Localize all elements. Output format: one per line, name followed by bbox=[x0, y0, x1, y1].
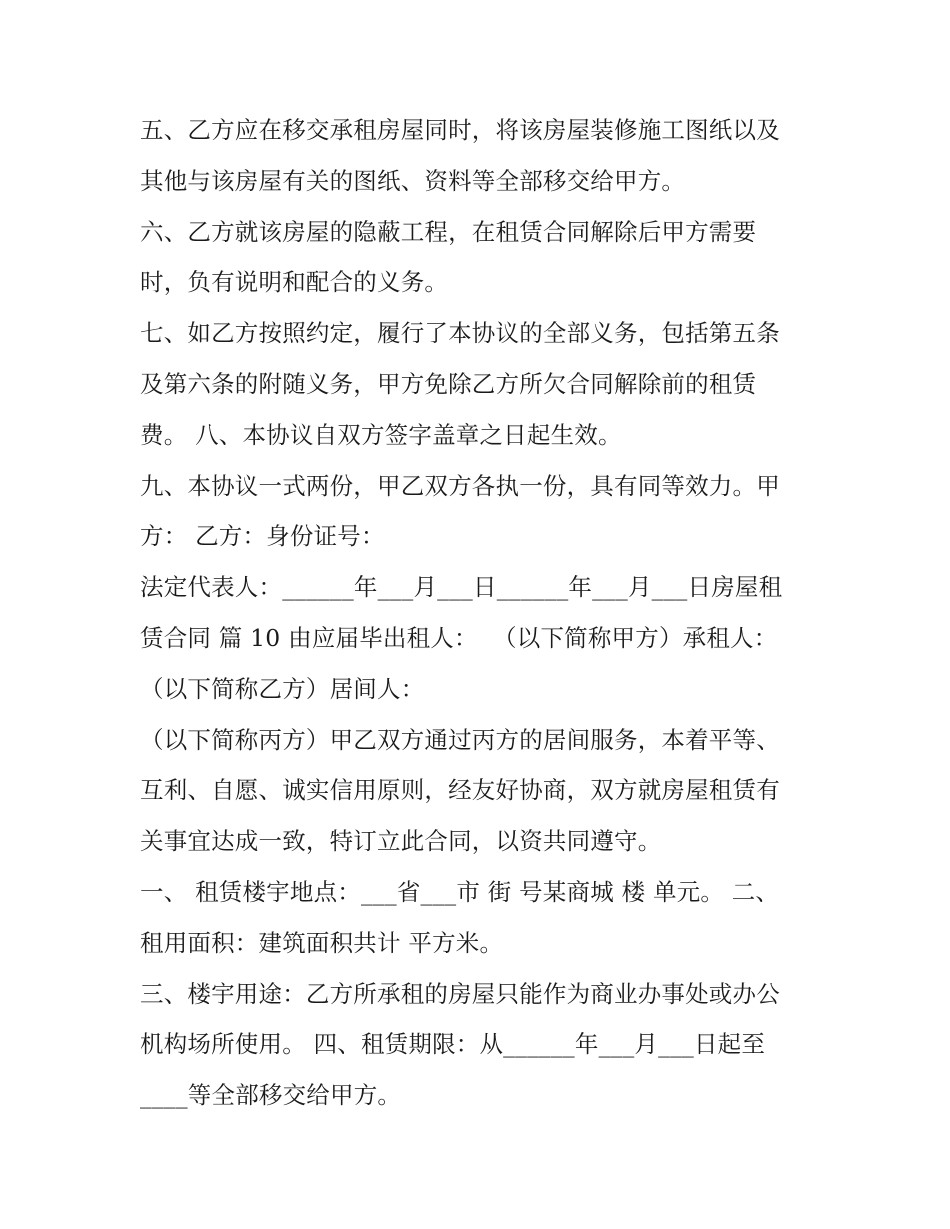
text-line: 关事宜达成一致，特订立此合同，以资共同遵守。 bbox=[140, 827, 662, 856]
text-line: ____等全部移交给甲方。 bbox=[140, 1081, 402, 1110]
text-line: 互利、自愿、诚实信用原则，经友好协商，双方就房屋租赁有 bbox=[140, 776, 780, 805]
text-line: 六、乙方就该房屋的隐蔽工程，在租赁合同解除后甲方需要 bbox=[140, 217, 757, 246]
text-line: 费。 八、本协议自双方签字盖章之日起生效。 bbox=[140, 420, 622, 449]
text-line: 九、本协议一式两份，甲乙双方各执一份，具有同等效力。甲 bbox=[140, 471, 780, 500]
text-line: 时，负有说明和配合的义务。 bbox=[140, 268, 449, 297]
text-line: 法定代表人：______年___月___日______年___月___日房屋租 bbox=[140, 573, 783, 602]
text-line: 其他与该房屋有关的图纸、资料等全部移交给甲方。 bbox=[140, 166, 686, 195]
text-line: （以下简称丙方）甲乙双方通过丙方的居间服务，本着平等、 bbox=[140, 725, 780, 754]
text-line: 五、乙方应在移交承租房屋同时，将该房屋装修施工图纸以及 bbox=[140, 116, 780, 144]
document-body bbox=[140, 105, 820, 1121]
text-line: 机构场所使用。 四、租赁期限：从______年___月___日起至 bbox=[140, 1030, 766, 1059]
text-line: 赁合同 篇 10 由应届毕出租人： （以下简称甲方）承租人： bbox=[140, 623, 778, 652]
text-line: 七、如乙方按照约定，履行了本协议的全部义务，包括第五条 bbox=[140, 319, 780, 348]
text-line: （以下简称乙方）居间人： bbox=[140, 674, 425, 703]
text-line: 一、 租赁楼宇地点：___省___市 街 号某商城 楼 单元。 二、 bbox=[140, 877, 780, 906]
text-line: 租用面积：建筑面积共计 平方米。 bbox=[140, 928, 504, 957]
text-line: 方： 乙方：身份证号： bbox=[140, 522, 385, 551]
text-line: 及第六条的附随义务，甲方免除乙方所欠合同解除前的租赁 bbox=[140, 369, 757, 398]
text-line: 三、楼宇用途：乙方所承租的房屋只能作为商业办事处或办公 bbox=[140, 979, 780, 1008]
